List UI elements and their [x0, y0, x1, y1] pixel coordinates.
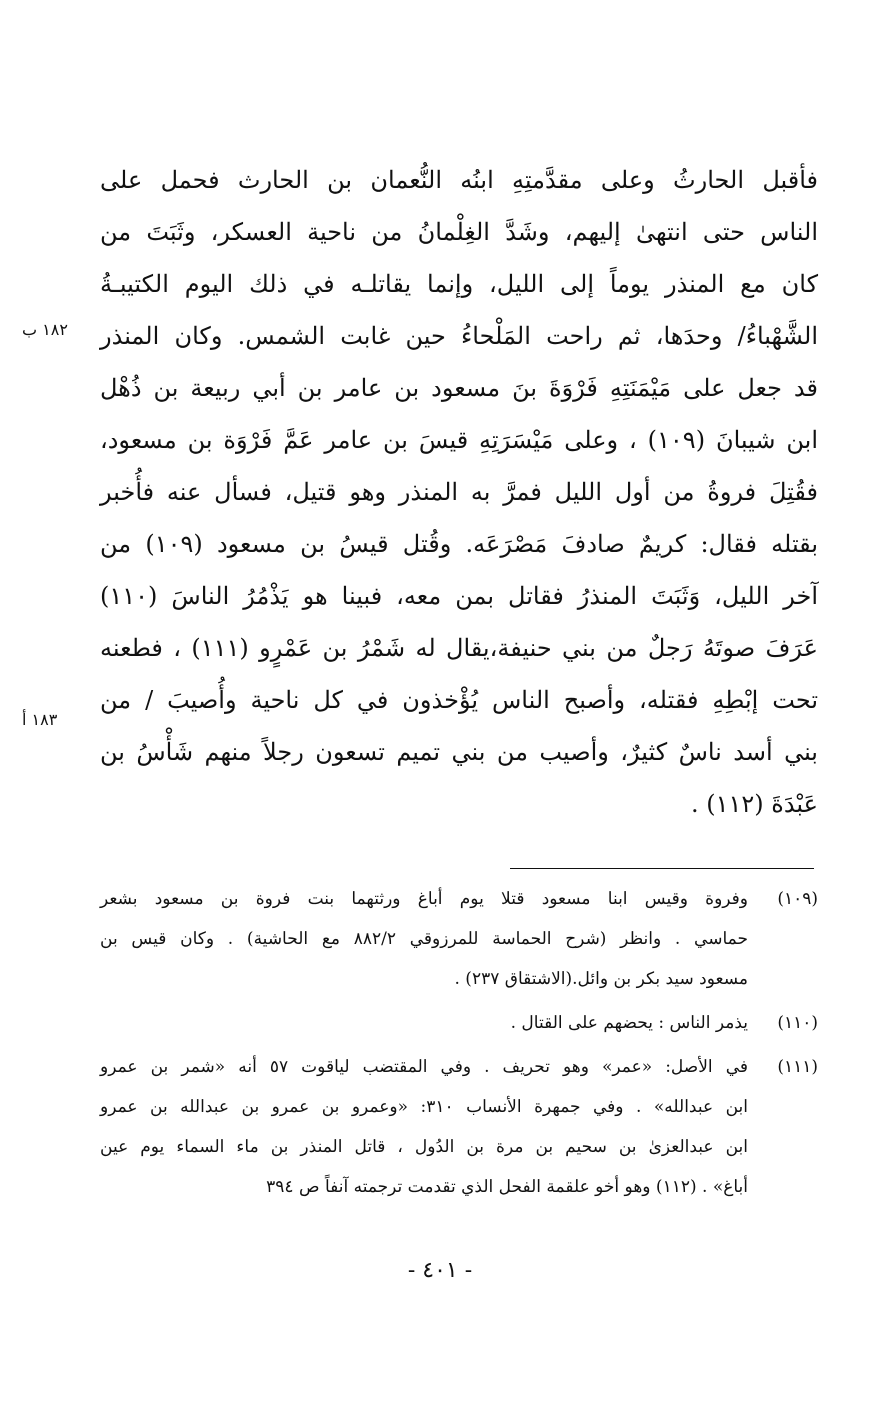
footnote-line: حماسي . وانظر (شرح الحماسة للمرزوقي ٨٨٢/٢ مع الحاشية) . وكان قيس بن: [100, 929, 748, 949]
footnote-separator: [510, 868, 814, 869]
footnote-line: ابن عبدالعزىٰ بن سحيم بن مرة بن الدُول ، قاتل المنذر بن ماء السماء يوم عين: [100, 1137, 748, 1157]
footnote-number: (١٠٩): [777, 889, 818, 909]
text-line: الشَّهْباءُ/ وحدَها، ثم راحت المَلْحاءُ حين غابت الشمس. وكان المنذر: [100, 322, 818, 350]
page-number: - ٤٠١ -: [407, 1258, 473, 1283]
footnote-line: يذمر الناس : يحضهم على القتال .: [510, 1013, 748, 1033]
text-line: فأقبل الحارثُ وعلى مقدَّمتِهِ ابنُه النُّعمان بن الحارث فحمل على: [100, 166, 818, 194]
text-line: عَرَفَ صوتَهُ رَجلٌ من بني حنيفة،يقال له شَمْرُ بن عَمْرٍو (١١١) ، فطعنه: [100, 634, 818, 662]
text-line: بقتله فقال: كريمٌ صادفَ مَصْرَعَه. وقُتل قيسُ بن مسعود (١٠٩) من: [100, 530, 819, 558]
text-line: فقُتِلَ فروةُ من أول الليل فمرَّ به المنذر وهو قتيل، فسأل عنه فأُخبر: [100, 478, 818, 506]
margin-folio-note: ١٨٣ أ: [22, 710, 58, 729]
footnote-number: (١١٠): [777, 1013, 818, 1033]
footnote-line: مسعود سيد بكر بن وائل.(الاشتقاق ٢٣٧) .: [454, 969, 748, 989]
footnote-line: في الأصل: «عمر» وهو تحريف . وفي المقتضب لياقوت ٥٧ أنه «شمر بن عمرو: [100, 1057, 748, 1077]
text-line: ابن شيبانَ (١٠٩) ، وعلى مَيْسَرَتِهِ قيسَ بن عامر عَمَّ فَرْوَة بن مسعود،: [100, 426, 818, 454]
footnote-line: أباغ» . (١١٢) وهو أخو علقمة الفحل الذي تقدمت ترجمته آنفاً ص ٣٩٤: [266, 1177, 748, 1197]
text-line: الناس حتى انتهىٰ إليهم، وشَدَّ الغِلْمانُ من ناحية العسكر، وثَبَتَ من: [100, 218, 818, 246]
text-line: تحت إبْطِهِ فقتله، وأصبح الناس يُؤْخذون في كل ناحية وأُصيبَ / من: [100, 686, 818, 714]
footnote-number: (١١١): [777, 1057, 818, 1077]
margin-folio-note: ١٨٢ ب: [22, 320, 68, 339]
text-line: عَبْدَةَ (١١٢) .: [690, 790, 818, 818]
text-line: قد جعل على مَيْمَنَتِهِ فَرْوَةَ بنَ مسعود بن عامر بن أبي ربيعة بن ذُهْل: [100, 374, 818, 402]
text-line: آخر الليل، وَثَبَتَ المنذرُ فقاتل بمن معه، فبينا هو يَذْمُرُ الناسَ (١١٠): [100, 582, 819, 610]
footnote-line: ابن عبدالله» . وفي جمهرة الأنساب ٣١٠: «وعمرو بن عمرو بن عبدالله بن عمرو: [100, 1097, 748, 1117]
text-line: كان مع المنذر يوماً إلى الليل، وإنما يقاتلـه في ذلك اليوم الكتيبـةُ: [100, 270, 818, 298]
footnote-line: وفروة وقيس ابنا مسعود قتلا يوم أباغ ورثتهما بنت فروة بن مسعود بشعر: [100, 889, 748, 909]
text-line: بني أسد ناسٌ كثيرٌ، وأصيب من بني تميم تسعون رجلاً منهم شَأْسُ بن: [100, 738, 818, 766]
